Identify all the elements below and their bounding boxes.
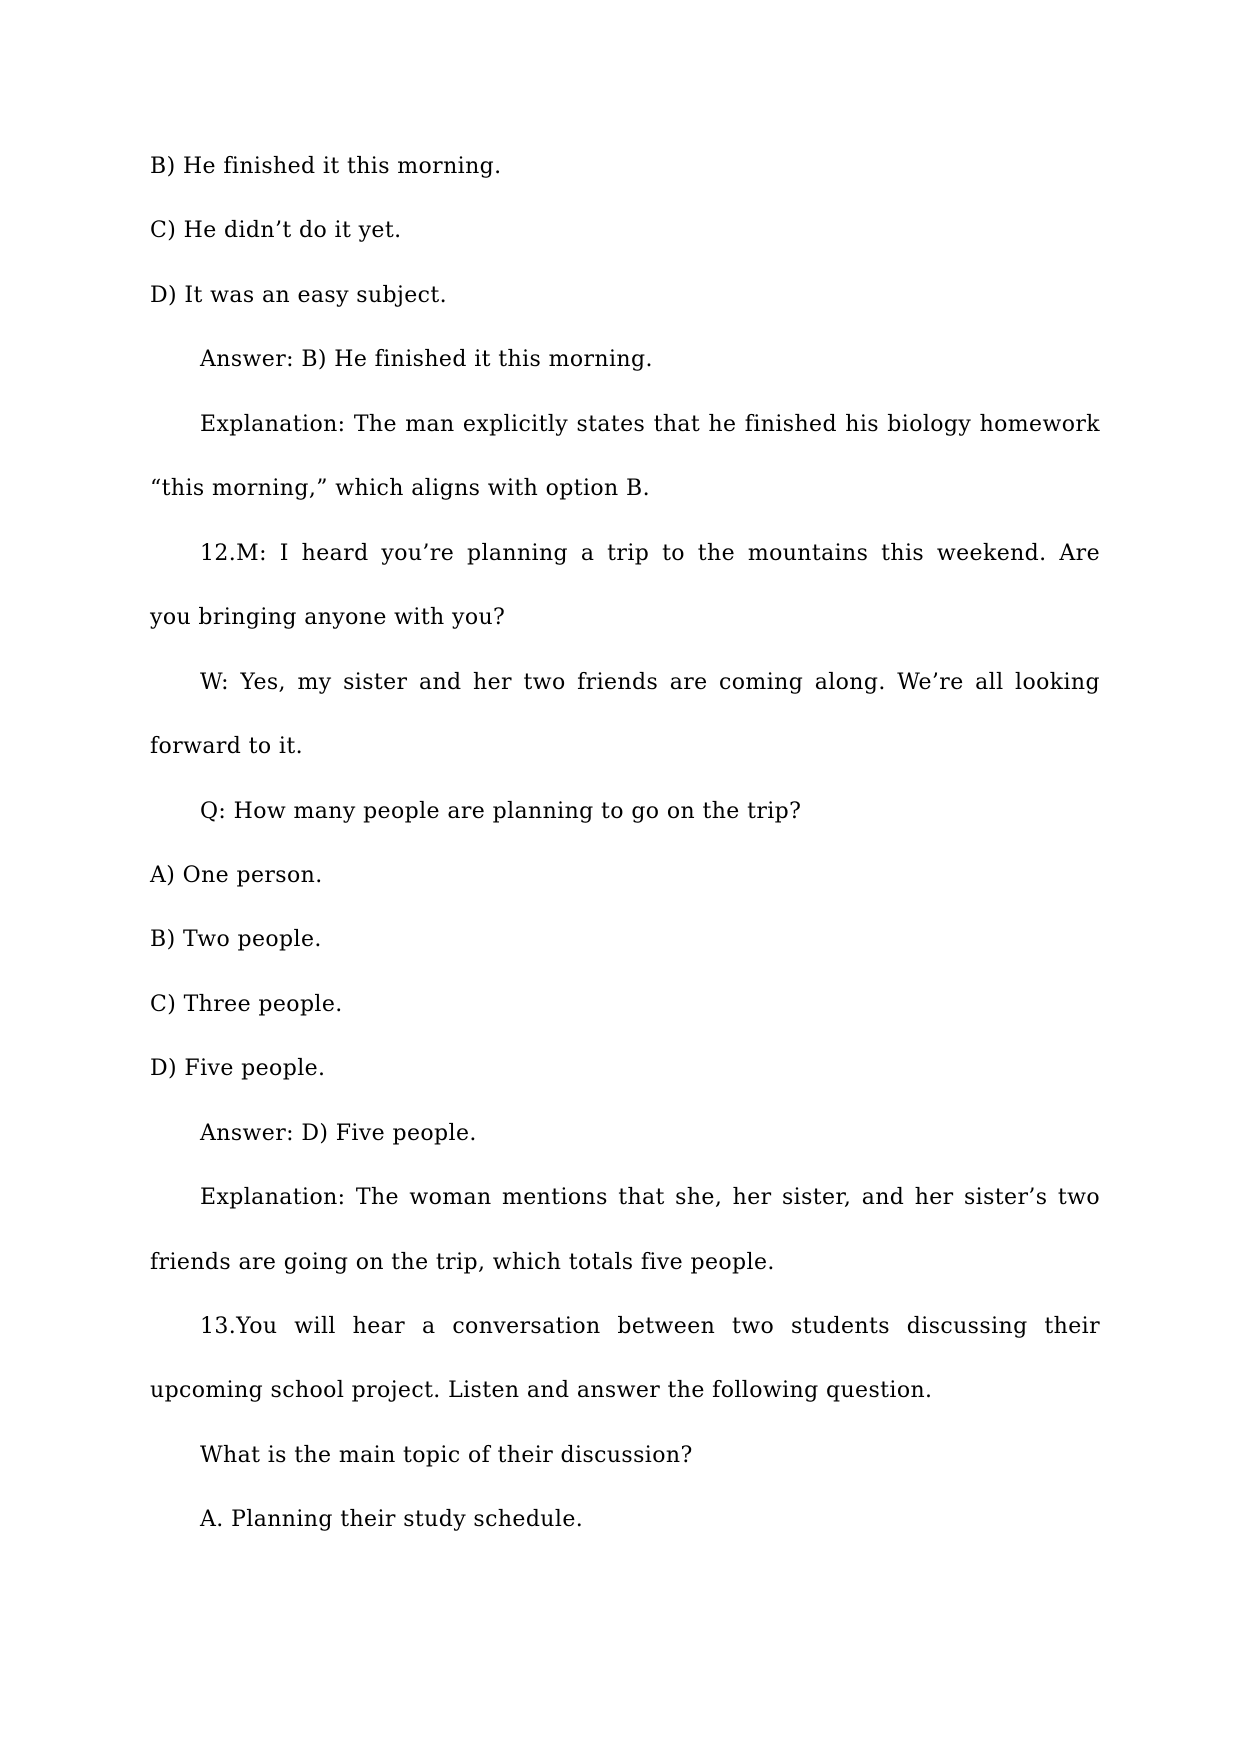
- q12-dialogue-m-line1: 12.M: I heard you’re planning a trip to the mountains this weekend. Are: [200, 541, 1100, 566]
- q13-option-a: A. Planning their study schedule.: [200, 1507, 584, 1532]
- q12-dialogue-w-line1: W: Yes, my sister and her two friends are coming along. We’re all looking: [200, 670, 1100, 695]
- q13-intro-line1: 13.You will hear a conversation between two students discussing their: [200, 1314, 1100, 1339]
- q12-answer: Answer: D) Five people.: [200, 1121, 477, 1146]
- q11-answer: Answer: B) He finished it this morning.: [200, 347, 653, 372]
- q12-explanation-line2: friends are going on the trip, which totals five people.: [150, 1250, 775, 1275]
- q12-option-b: B) Two people.: [150, 927, 322, 952]
- q11-explanation-line2: “this morning,” which aligns with option B.: [150, 476, 650, 501]
- q13-question: What is the main topic of their discussion?: [200, 1443, 693, 1468]
- q12-option-c: C) Three people.: [150, 992, 343, 1017]
- q11-option-d: D) It was an easy subject.: [150, 283, 448, 308]
- q11-explanation-line1: Explanation: The man explicitly states that he finished his biology homework: [200, 412, 1100, 437]
- q12-option-a: A) One person.: [150, 863, 323, 888]
- q13-intro-line2: upcoming school project. Listen and answer the following question.: [150, 1378, 933, 1403]
- q11-option-b: B) He finished it this morning.: [150, 154, 502, 179]
- q12-dialogue-m-line2: you bringing anyone with you?: [150, 605, 506, 630]
- q12-option-d: D) Five people.: [150, 1056, 326, 1081]
- q12-explanation-line1: Explanation: The woman mentions that she, her sister, and her sister’s two: [200, 1185, 1100, 1210]
- q12-dialogue-w-line2: forward to it.: [150, 734, 303, 759]
- q11-option-c: C) He didn’t do it yet.: [150, 218, 402, 243]
- q12-question: Q: How many people are planning to go on the trip?: [200, 799, 802, 824]
